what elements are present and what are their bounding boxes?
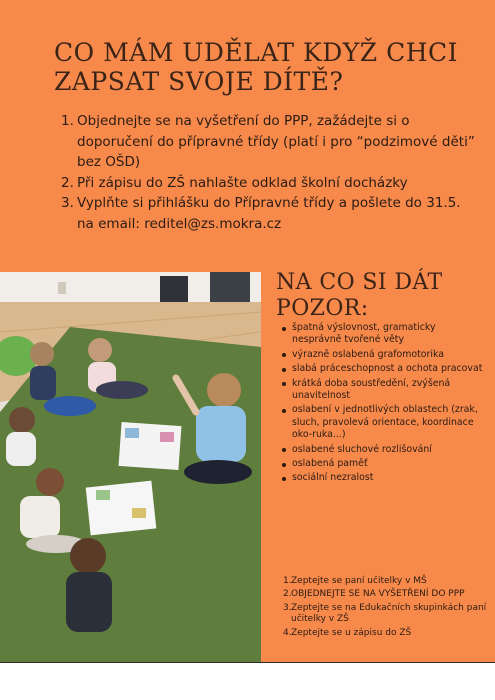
warning-text: oslabené sluchové rozlišování	[292, 443, 432, 455]
bullet-icon	[282, 409, 286, 413]
warning-title: NA CO SI DÁT POZOR:	[276, 270, 443, 321]
tip-item	[283, 603, 493, 627]
step-number: 2.	[61, 174, 74, 191]
warning-item	[280, 349, 485, 361]
warning-text: špatná výslovnost, gramaticky nesprávně tvořené věty	[292, 322, 436, 346]
tip-number: 3.	[283, 602, 292, 613]
warning-text: slabá práceschopnost a ochota pracovat	[292, 363, 483, 375]
tips-list	[283, 576, 493, 641]
children-photo	[0, 272, 261, 662]
children-photo-illustration	[0, 272, 261, 662]
bottom-divider	[0, 662, 495, 663]
bullet-icon	[282, 448, 286, 452]
bullet-icon	[282, 477, 286, 481]
warning-item	[280, 472, 485, 484]
step-item	[60, 111, 480, 173]
tip-number: 2.	[283, 589, 292, 600]
tip-text: Zeptejte se paní učitelky v MŠ	[291, 576, 427, 586]
warning-item	[280, 322, 485, 347]
warning-item	[280, 458, 485, 470]
warning-text: oslabená paměť	[292, 458, 368, 470]
warning-item	[280, 378, 485, 403]
warning-text: krátká doba soustředění, zvýšená unavitelnost	[292, 377, 451, 402]
warning-text: oslabení v jednotlivých oblastech (zrak, sluch, pravolevá orientace, koordinace oko-ruka...)	[292, 404, 478, 441]
step-item	[60, 193, 480, 234]
warning-item	[280, 363, 485, 375]
step-number: 3.	[61, 195, 74, 211]
tip-text: OBJEDNEJTE SE NA VYŠETŘENÍ DO PPP	[291, 589, 465, 600]
step-item	[60, 173, 480, 194]
warning-text: sociální nezralost	[292, 472, 374, 484]
tip-text: Zeptejte se na Edukačních skupinkách paní učitelky v ZŠ	[291, 602, 487, 625]
tip-text: Zeptejte se u zápisu do ZŠ	[291, 627, 412, 638]
tip-number: 4.	[283, 627, 292, 638]
bullet-icon	[282, 353, 286, 357]
tip-item	[283, 628, 493, 640]
bullet-icon	[282, 327, 286, 331]
step-text: Při zápisu do ZŠ nahlašte odklad školní docházky	[77, 174, 408, 191]
tip-item	[283, 589, 493, 601]
tip-item	[283, 576, 493, 588]
steps-list	[60, 111, 480, 234]
warning-item	[280, 444, 485, 456]
bullet-icon	[282, 382, 286, 386]
page-title: CO MÁM UDĚLAT KDYŽ CHCI ZAPSAT SVOJE DÍTĚ?	[54, 38, 459, 96]
bottom-strip	[0, 662, 495, 700]
step-text: Objednejte se na vyšetření do PPP, zažádejte si o doporučení do přípravné třídy (platí i pro “podzimové děti” bez OŠD)	[77, 113, 475, 170]
warning-text: výrazně oslabená grafomotorika	[292, 348, 444, 360]
tip-number: 1.	[283, 576, 292, 586]
bullet-icon	[282, 463, 286, 467]
bullet-icon	[282, 368, 286, 372]
step-number: 1.	[61, 113, 74, 129]
step-text: Vyplňte si přihlášku do Přípravné třídy a pošlete do 31.5. na email: reditel@zs.mokra.cz	[77, 195, 461, 232]
warning-item	[280, 404, 485, 441]
warning-list	[280, 322, 485, 487]
